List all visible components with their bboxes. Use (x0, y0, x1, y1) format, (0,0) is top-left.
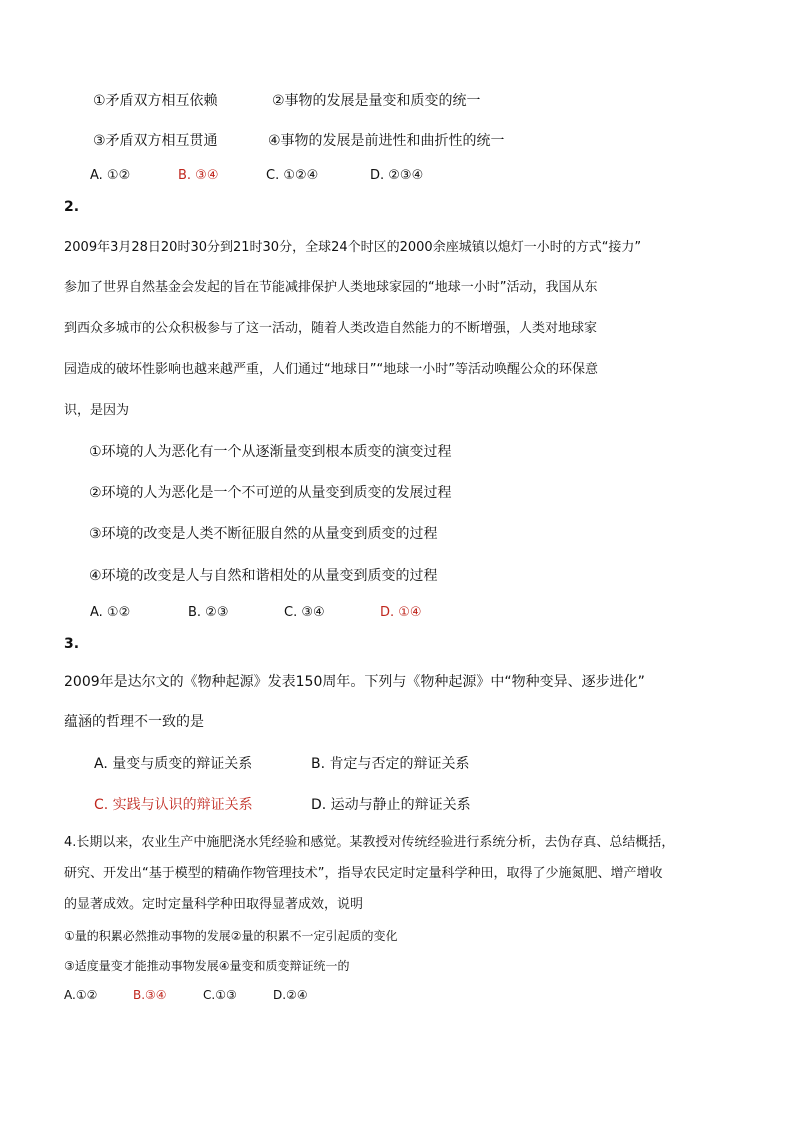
q2-stem-line-5: 识，是因为 (64, 403, 130, 418)
q4-option-c[interactable]: C.①③ (203, 988, 237, 1002)
q2-stem-line-1: 2009年3月28日20时30分到21时30分，全球24个时区的2000余座城镇以熄灯一小时的方式“接力” (64, 240, 642, 255)
q3-stem-line-2: 蕴涵的哲理不一致的是 (64, 714, 204, 730)
q1-statement-2: ②事物的发展是量变和质变的统一 (272, 93, 481, 109)
q4-statement-line-1: ①量的积累必然推动事物的发展②量的积累不一定引起质的变化 (64, 929, 398, 943)
q2-option-b[interactable]: B. ②③ (188, 605, 229, 620)
q1-option-a[interactable]: A. ①② (90, 168, 131, 183)
q1-statement-4: ④事物的发展是前进性和曲折性的统一 (268, 133, 505, 149)
q2-statement-4: ④环境的改变是人与自然和谐相处的从量变到质变的过程 (89, 568, 438, 584)
q2-stem-line-3: 到西众多城市的公众积极参与了这一活动，随着人类改造自然能力的不断增强，人类对地球家 (64, 321, 598, 336)
q3-option-b[interactable]: B. 肯定与否定的辩证关系 (311, 756, 470, 772)
q2-statement-2: ②环境的人为恶化是一个不可逆的从量变到质变的发展过程 (89, 485, 452, 501)
q1-option-c[interactable]: C. ①②④ (266, 168, 319, 183)
q4-option-d[interactable]: D.②④ (273, 988, 308, 1002)
q2-statement-1: ①环境的人为恶化有一个从逐渐量变到根本质变的演变过程 (89, 444, 452, 460)
q3-stem-line-1: 2009年是达尔文的《物种起源》发表150周年。下列与《物种起源》中“物种变异、逐步进化” (64, 674, 645, 690)
q4-stem-line-1: 4.长期以来，农业生产中施肥浇水凭经验和感觉。某教授对传统经验进行系统分析，去伪存真、总结概括， (64, 835, 675, 850)
q4-stem-line-2: 研究、开发出“基于模型的精确作物管理技术”，指导农民定时定量科学种田，取得了少施氮肥、增产增收 (64, 866, 663, 881)
q2-option-a[interactable]: A. ①② (90, 605, 131, 620)
q2-option-c[interactable]: C. ③④ (284, 605, 325, 620)
q1-statement-3: ③矛盾双方相互贯通 (93, 133, 218, 149)
q3-option-c-answer[interactable]: C. 实践与认识的辩证关系 (94, 797, 253, 813)
q2-option-d-answer[interactable]: D. ①④ (380, 605, 422, 620)
q4-statement-line-2: ③适度量变才能推动事物发展④量变和质变辩证统一的 (64, 959, 350, 973)
q2-statement-3: ③环境的改变是人类不断征服自然的从量变到质变的过程 (89, 526, 438, 542)
q2-stem-line-2: 参加了世界自然基金会发起的旨在节能减排保护人类地球家园的“地球一小时”活动，我国从东 (64, 280, 598, 295)
q4-option-b-answer[interactable]: B.③④ (133, 988, 167, 1002)
q4-option-a[interactable]: A.①② (64, 988, 98, 1002)
q3-option-a[interactable]: A. 量变与质变的辩证关系 (94, 756, 253, 772)
q1-statement-1: ①矛盾双方相互依赖 (93, 93, 218, 109)
q2-stem-line-4: 园造成的破坏性影响也越来越严重，人们通过“地球日”“地球一小时”等活动唤醒公众的环保意 (64, 362, 598, 377)
q4-stem-line-3: 的显著成效。定时定量科学种田取得显著成效，说明 (64, 897, 364, 912)
q1-option-d[interactable]: D. ②③④ (370, 168, 424, 183)
q1-option-b-answer[interactable]: B. ③④ (178, 168, 219, 183)
q3-option-d[interactable]: D. 运动与静止的辩证关系 (311, 797, 471, 813)
q3-number: 3. (64, 636, 80, 652)
q2-number: 2. (64, 199, 80, 215)
